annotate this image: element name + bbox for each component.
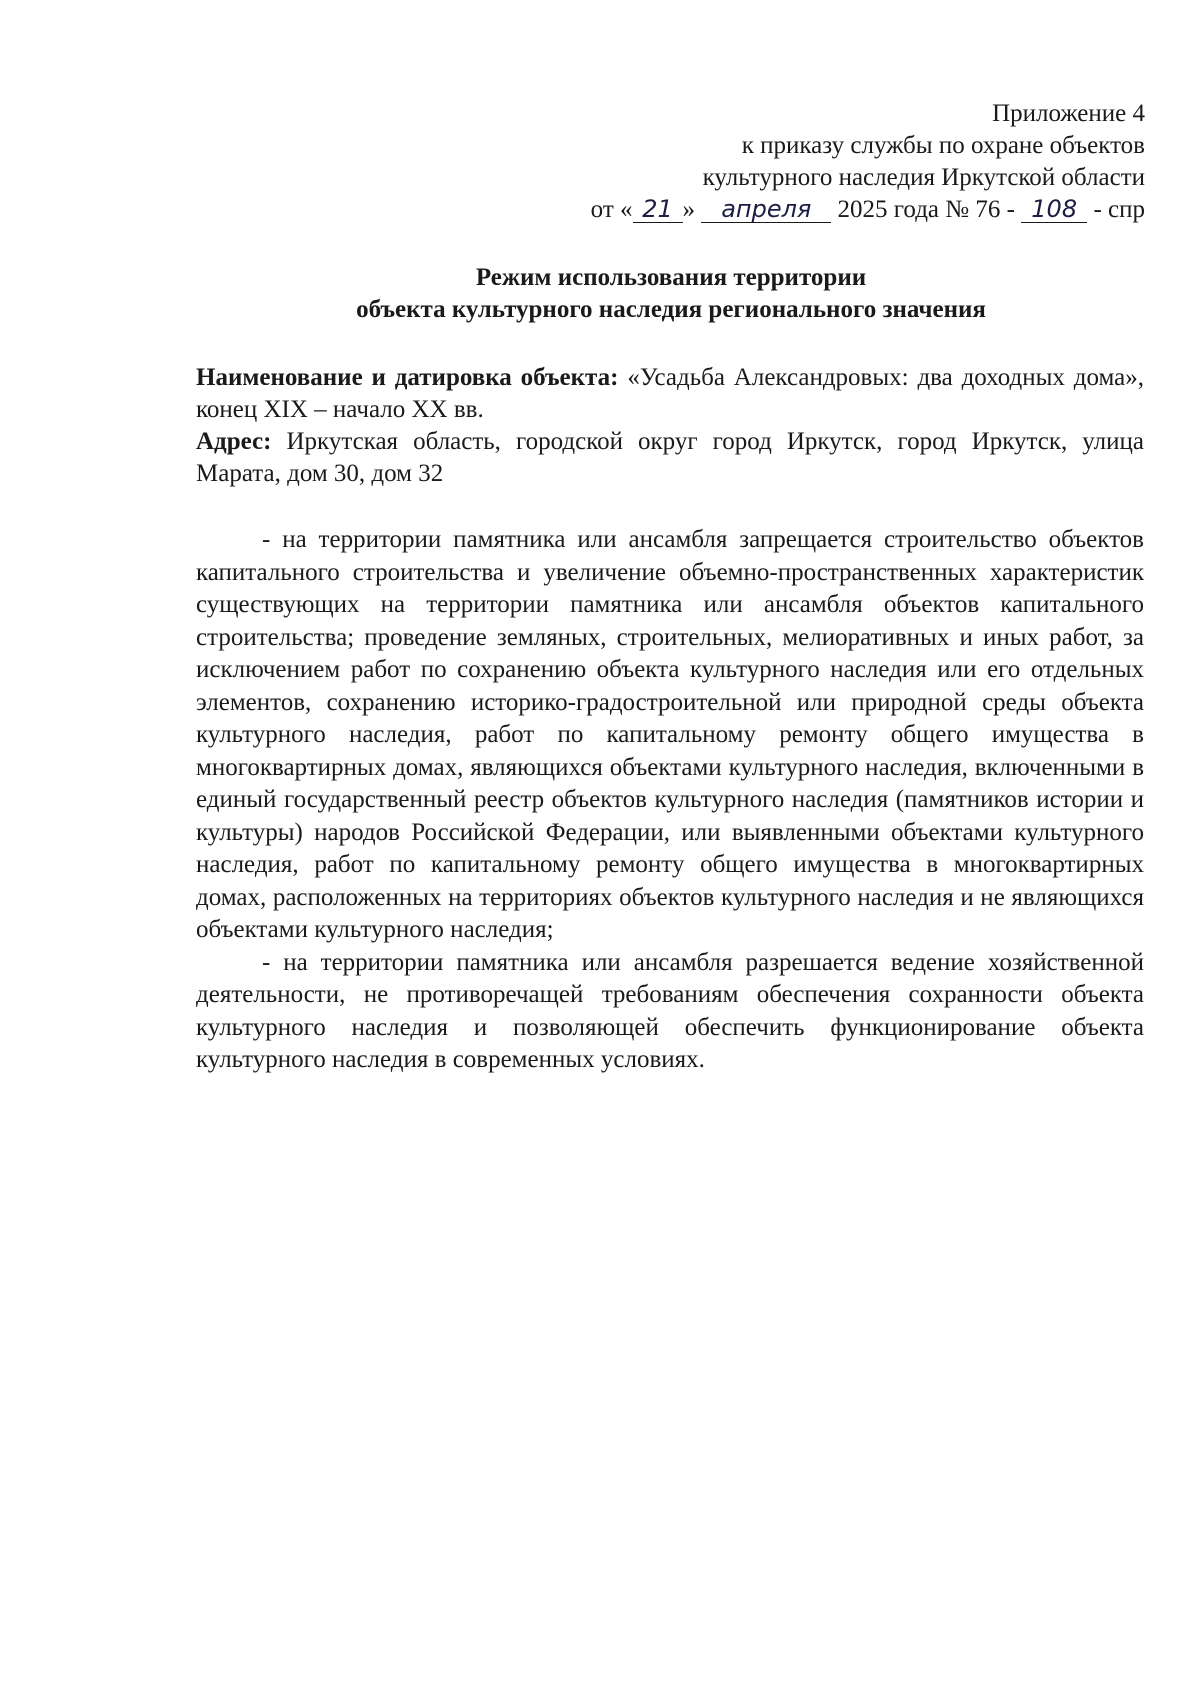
handwritten-month: апреля <box>701 196 831 223</box>
object-address-value: Иркутская область, городской округ город Иркутск, город Иркутск, улица Марата, дом 30, дом 32 <box>196 428 1145 487</box>
object-address-label: Адрес: <box>196 428 272 455</box>
document-title <box>196 262 1146 326</box>
order-reference-line-2: культурного наследия Иркутской области <box>702 164 1145 191</box>
title-line-1: Режим использования территории <box>475 264 867 291</box>
date-year-text: 2025 года № 76 - <box>837 196 1015 223</box>
appendix-label: Приложение 4 <box>992 100 1145 127</box>
order-date-line <box>591 194 1145 226</box>
date-prefix: от « <box>590 196 633 223</box>
object-info <box>196 362 1144 490</box>
object-name-label: Наименование и датировка объекта: <box>196 364 619 391</box>
object-name-paragraph <box>196 362 1144 426</box>
prohibition-paragraph: - на территории памятника или ансамбля запрещается строительство объектов капитального строительства и увеличение объемно-пространственных характеристик существующих на территории памятника или ансамбля объектов капитального строительства; проведение земляных, строительных, мелиоративных и иных работ, за исключением работ по сохранению объекта культурного наследия или его отдельных элементов, сохранению историко-градостроительной или природной среды объекта культурного наследия, работ по капитальному ремонту общего имущества в многоквартирных домах, являющихся объектами культурного наследия, включенными в единый государственный реестр объектов культурного наследия (памятников истории и культуры) народов Российской Федерации, или выявленными объектами культурного наследия, работ по капитальному ремонту общего имущества в многоквартирных домах, расположенных на территориях объектов культурного наследия и не являющихся объектами культурного наследия; <box>196 526 1144 943</box>
object-address-paragraph <box>196 426 1144 490</box>
order-reference-line-1: к приказу службы по охране объектов <box>741 132 1145 159</box>
appendix-header <box>591 98 1145 226</box>
doc-suffix: - спр <box>1093 196 1145 223</box>
permission-paragraph: - на территории памятника или ансамбля разрешается ведение хозяйственной деятельности, не противоречащей требованиям обеспечения сохранности объекта культурного наследия и позволяющей обеспечить функционирование объекта культурного наследия в современных условиях. <box>196 948 1144 1073</box>
object-name-value: «Усадьба Александровых: два доходных дома», конец XIX – начало XX вв. <box>196 364 1144 423</box>
title-line-2: объекта культурного наследия регионального значения <box>356 296 986 323</box>
handwritten-day: 21 <box>633 196 683 223</box>
handwritten-doc-number: 108 <box>1021 196 1087 223</box>
date-day-close: » <box>682 196 696 223</box>
regime-body <box>196 524 1144 1077</box>
